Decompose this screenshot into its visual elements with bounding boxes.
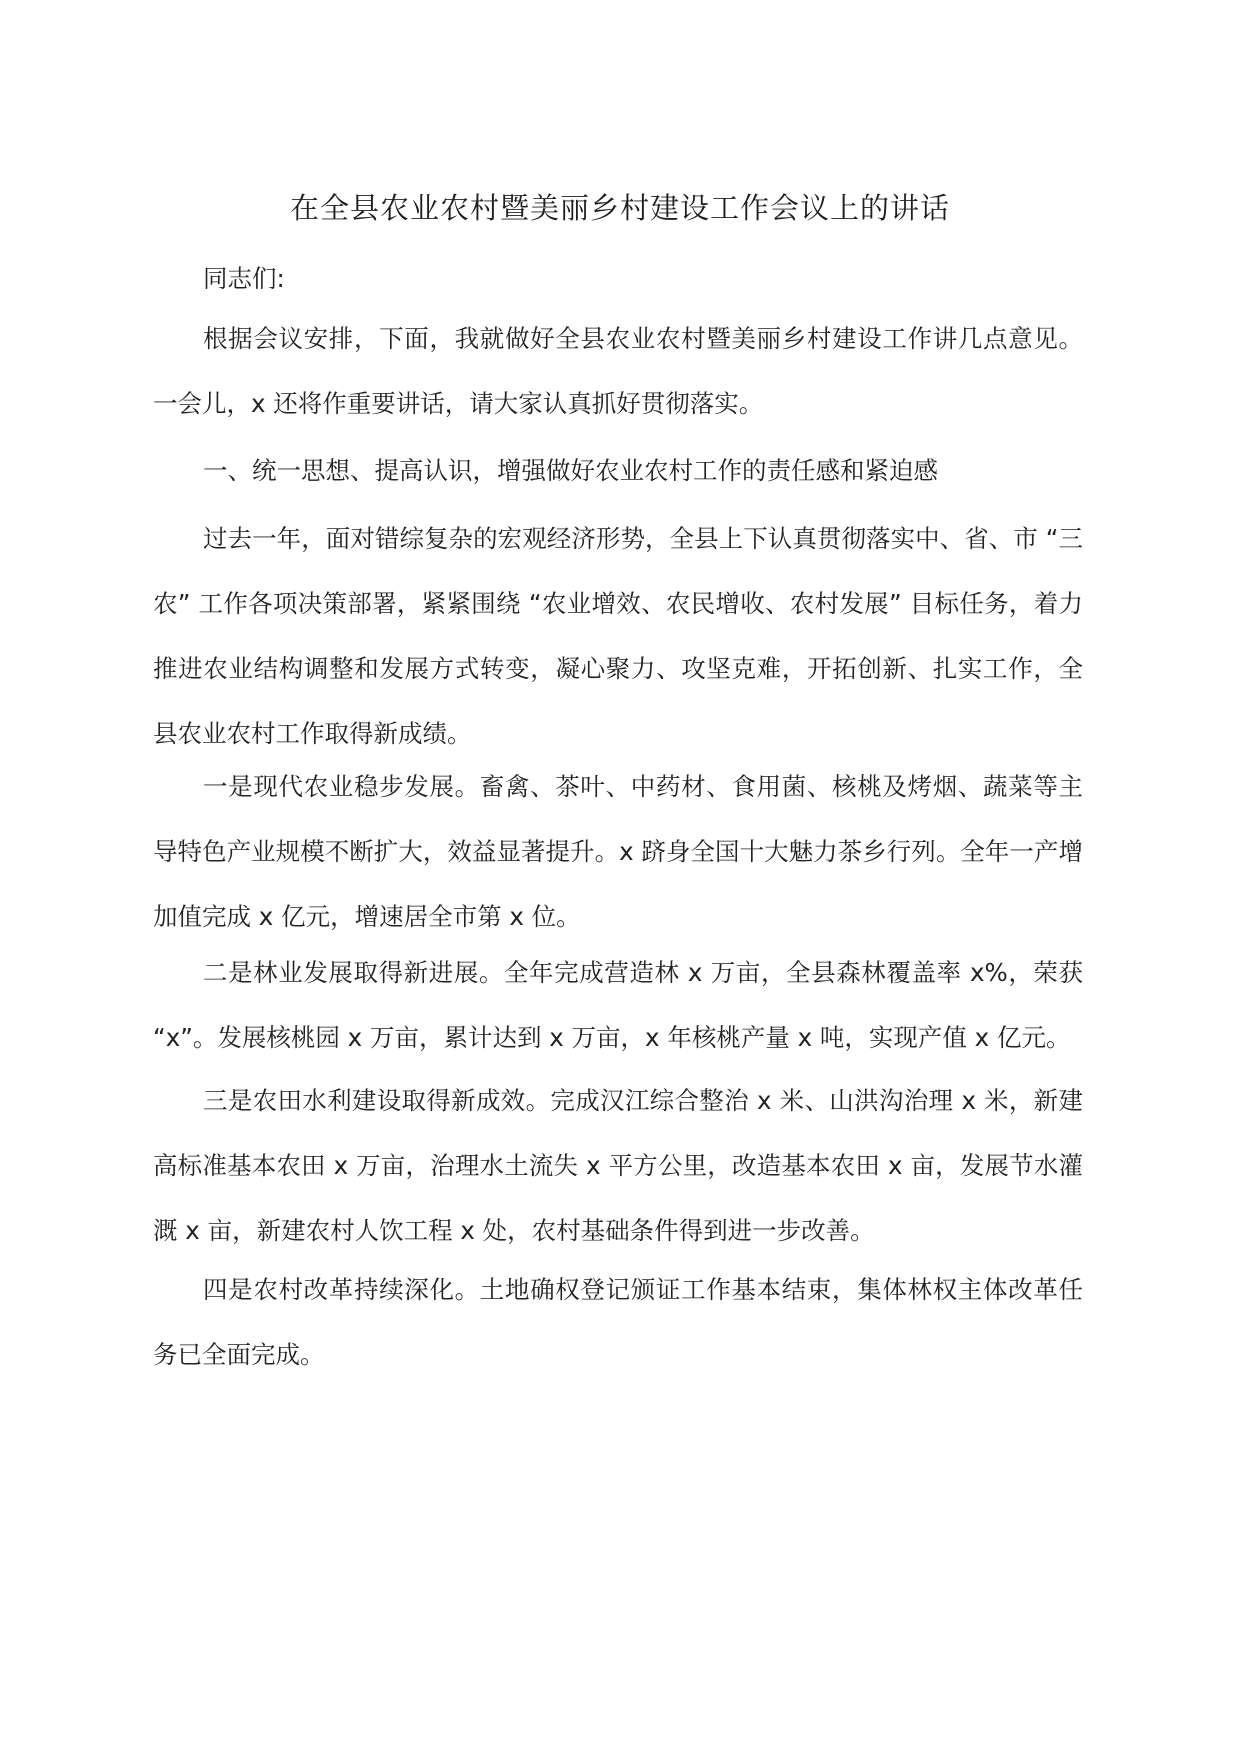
salutation: 同志们: <box>203 264 285 293</box>
paragraph-review: 过去一年，面对错综复杂的宏观经济形势，全县上下认真贯彻落实中、省、市 “三农” 工作各项决策部署，紧紧围绕 “农业增效、农民增收、农村发展” 目标任务，着力推进农业结构调整和发展方式转变，凝心聚力、攻坚克难，开拓创新、扎实工作，全县农业农村工作取得新成绩。 <box>153 524 1083 748</box>
paragraph-point-1: 一是现代农业稳步发展。畜禽、茶叶、中药材、食用菌、核桃及烤烟、蔬菜等主导特色产业规模不断扩大，效益显著提升。x 跻身全国十大魅力茶乡行列。全年一产增加值完成 x 亿元，增速居全市第 x 位。 <box>153 772 1083 931</box>
paragraph-intro: 根据会议安排，下面，我就做好全县农业农村暨美丽乡村建设工作讲几点意见。一会儿，x 还将作重要讲话，请大家认真抓好贯彻落实。 <box>153 324 1083 418</box>
paragraph-point-2: 二是林业发展取得新进展。全年完成营造林 x 万亩，全县森林覆盖率 x%，荣获 “x”。发展核桃园 x 万亩，累计达到 x 万亩，x 年核桃产量 x 吨，实现产值 x 亿元。 <box>153 958 1083 1052</box>
section-heading-1: 一、统一思想、提高认识，增强做好农业农村工作的责任感和紧迫感 <box>203 456 938 485</box>
document-title: 在全县农业农村暨美丽乡村建设工作会议上的讲话 <box>289 191 950 225</box>
paragraph-point-4: 四是农村改革持续深化。土地确权登记颁证工作基本结束，集体林权主体改革任务已全面完成。 <box>153 1275 1083 1369</box>
paragraph-point-3: 三是农田水利建设取得新成效。完成汉江综合整治 x 米、山洪沟治理 x 米，新建高标准基本农田 x 万亩，治理水土流失 x 平方公里，改造基本农田 x 亩，发展节水灌溉 x 亩，新建农村人饮工程 x 处，农村基础条件得到进一步改善。 <box>153 1086 1083 1245</box>
